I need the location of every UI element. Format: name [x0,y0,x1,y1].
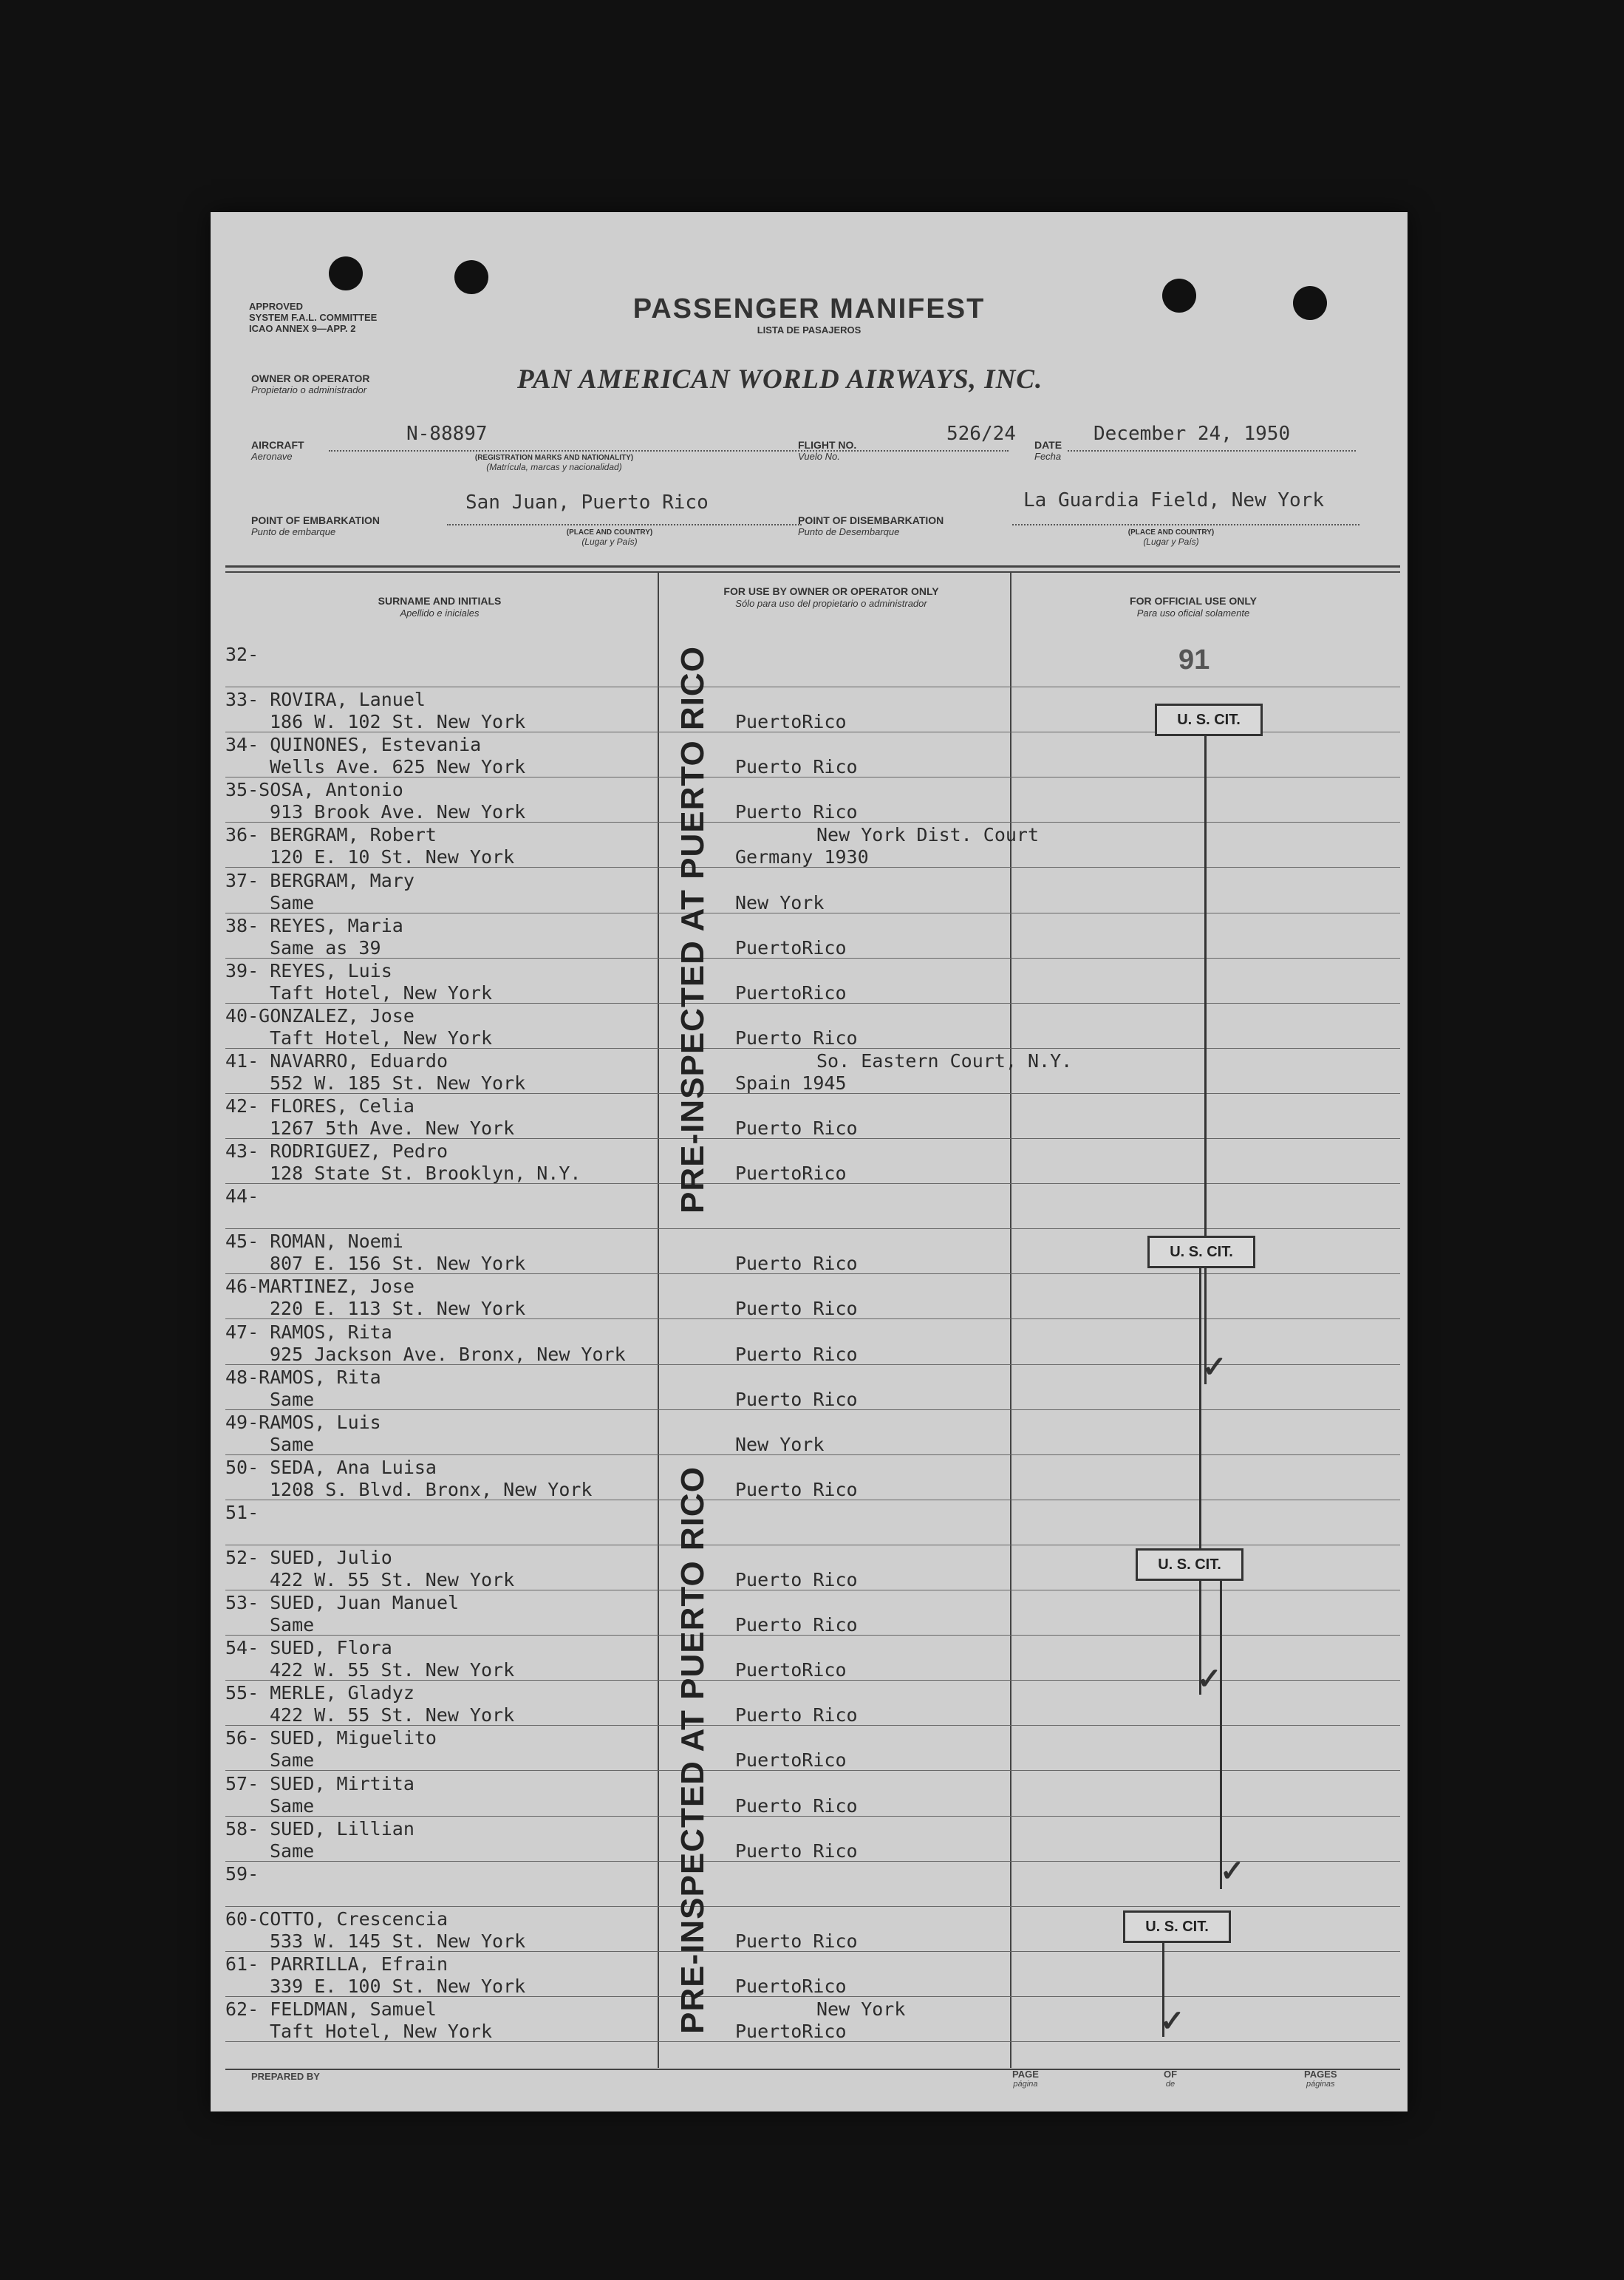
passenger-name: 42- FLORES, Celia [225,1095,414,1117]
passenger-address: 1208 S. Blvd. Bronx, New York [270,1478,593,1500]
page-label-text: PAGE [1012,2069,1039,2080]
row-rule [225,1770,1400,1771]
header-rule [225,565,1400,568]
passenger-note: So. Eastern Court, N.Y. [816,1049,1073,1072]
of-label-text: OF [1164,2069,1178,2080]
aircraft-label [251,440,304,462]
form-title-es: LISTA DE PASAJEROS [757,324,862,336]
passenger-origin: PuertoRico [735,711,847,733]
passenger-origin: PuertoRico [735,2021,847,2042]
passenger-name: 48-RAMOS, Rita [225,1366,381,1388]
embark-label-text: POINT OF EMBARKATION [251,514,380,526]
row-rule [225,958,1400,959]
passenger-address: 422 W. 55 St. New York [270,1704,515,1726]
passenger-origin: Puerto Rico [735,756,858,778]
passenger-origin: PuertoRico [735,1163,847,1185]
row-rule [225,2041,1400,2042]
passenger-origin: Puerto Rico [735,1794,858,1817]
col-official-header [1068,595,1319,619]
date-underline [1068,450,1356,452]
passenger-origin: Puerto Rico [735,1388,858,1410]
passenger-name: 34- QUINONES, Estevania [225,734,482,756]
row-rule [225,1680,1400,1681]
passenger-name: 35-SOSA, Antonio [225,779,403,801]
check-mark: ✓ [1220,1855,1245,1888]
passenger-origin: PuertoRico [735,1659,847,1681]
row-rule [225,1003,1400,1004]
manifest-sheet [211,212,1408,2111]
stamp-bracket [1199,1266,1201,1695]
flight-label [798,440,856,462]
passenger-address: Same [270,1433,315,1455]
passenger-address: Same [270,891,315,913]
passenger-name: 59- [225,1862,259,1885]
passenger-address: 913 Brook Ave. New York [270,801,526,823]
pages-label-text: PAGES [1304,2069,1337,2080]
owner-label-text: OWNER OR OPERATOR [251,372,370,384]
passenger-address: Taft Hotel, New York [270,1027,493,1049]
passenger-address: 128 State St. Brooklyn, N.Y. [270,1163,581,1185]
disembark-label-text: POINT OF DISEMBARKATION [798,514,944,526]
approval-line: SYSTEM F.A.L. COMMITTEE [249,312,378,323]
row-rule [225,1228,1400,1229]
row-rule [225,1725,1400,1726]
date-label-text: DATE [1034,439,1062,451]
passenger-address: 186 W. 102 St. New York [270,711,526,733]
check-mark: ✓ [1202,1351,1227,1384]
passenger-address: 1267 5th Ave. New York [270,1117,515,1139]
aircraft-note-es: (Matrícula, marcas y nacionalidad) [486,462,622,472]
passenger-name: 61- PARRILLA, Efrain [225,1953,448,1975]
row-rule [225,1454,1400,1455]
approval-line: APPROVED [249,301,303,312]
passenger-origin: Puerto Rico [735,1343,858,1365]
date-label-es: Fecha [1034,451,1062,462]
passenger-address: Same [270,1840,315,1862]
aircraft-label-text: AIRCRAFT [251,439,304,451]
aircraft-note [432,454,676,472]
passenger-address: Same [270,1749,315,1772]
stamp-bracket [1220,1579,1222,1889]
passenger-origin: PuertoRico [735,1749,847,1772]
passenger-origin: New York [735,891,825,913]
passenger-name: 44- [225,1185,259,1208]
us-citizen-stamp: U. S. CIT. [1136,1548,1243,1581]
passenger-address: Taft Hotel, New York [270,2021,493,2042]
passenger-name: 54- SUED, Flora [225,1637,392,1659]
passenger-name: 55- MERLE, Gladyz [225,1682,414,1704]
passenger-address: 339 E. 100 St. New York [270,1975,526,1997]
embark-underline [447,524,802,525]
row-rule [225,822,1400,823]
row-rule [225,1996,1400,1997]
passenger-origin: Puerto Rico [735,801,858,823]
place-note-en: (PLACE AND COUNTRY) [566,528,653,537]
aircraft-note-en: (REGISTRATION MARKS AND NATIONALITY) [474,454,634,462]
passenger-address: 120 E. 10 St. New York [270,846,515,868]
passenger-address: Same as 39 [270,936,381,959]
punch-hole [454,260,488,294]
disembark-label [798,515,944,537]
col-surname-header [255,595,624,619]
row-rule [225,1138,1400,1139]
passenger-address: 220 E. 113 St. New York [270,1298,526,1320]
passenger-name: 57- SUED, Mirtita [225,1772,414,1794]
passenger-origin: Germany 1930 [735,846,869,868]
check-mark: ✓ [1197,1663,1222,1695]
passenger-origin: Spain 1945 [735,1072,847,1094]
row-rule [225,1183,1400,1184]
passenger-note: New York Dist. Court [816,824,1040,846]
aircraft-label-es: Aeronave [251,451,293,462]
page-label-es: página [1013,2080,1038,2089]
passenger-origin: Puerto Rico [735,1027,858,1049]
column-divider [658,571,659,2068]
page-number: 91 [1178,644,1210,676]
passenger-address: 422 W. 55 St. New York [270,1659,515,1681]
passenger-name: 60-COTTO, Crescencia [225,1908,448,1930]
passenger-name: 62- FELDMAN, Samuel [225,1998,437,2020]
passenger-name: 39- REYES, Luis [225,959,392,981]
date-value: December 24, 1950 [1094,423,1291,445]
row-rule [225,1635,1400,1636]
row-rule [225,1048,1400,1049]
passenger-address: Wells Ave. 625 New York [270,756,526,778]
row-rule [225,1816,1400,1817]
passenger-name: 46-MARTINEZ, Jose [225,1276,414,1298]
passenger-origin: Puerto Rico [735,1478,858,1500]
passenger-address: Same [270,1388,315,1410]
owner-label [251,373,370,395]
disembark-label-es: Punto de Desembarque [798,526,900,537]
passenger-note: New York [816,1998,906,2020]
passenger-name: 36- BERGRAM, Robert [225,824,437,846]
passenger-name: 43- RODRIGUEZ, Pedro [225,1140,448,1163]
passenger-origin: PuertoRico [735,1975,847,1997]
col-official-title: FOR OFFICIAL USE ONLY [1130,595,1257,607]
approval-line: ICAO ANNEX 9—APP. 2 [249,323,356,334]
flight-label-es: Vuelo No. [798,451,840,462]
passenger-address: Same [270,1794,315,1817]
page-label [1012,2069,1039,2089]
aircraft-value: N-88897 [406,423,488,445]
passenger-origin: Puerto Rico [735,1298,858,1320]
place-note-es: (Lugar y País) [581,537,638,547]
embark-place-note [536,528,683,546]
us-citizen-stamp: U. S. CIT. [1155,704,1263,736]
row-rule [225,1318,1400,1319]
passenger-origin: New York [735,1433,825,1455]
row-rule [225,1273,1400,1274]
col-operator-header [720,585,942,610]
passenger-name: 47- RAMOS, Rita [225,1321,392,1343]
preinspection-stamp: PRE-INSPECTED AT PUERTO RICO [675,646,711,1214]
passenger-name: 38- REYES, Maria [225,914,403,936]
preinspection-stamp: PRE-INSPECTED AT PUERTO RICO [675,1466,711,2034]
footer-rule [225,2069,1400,2070]
passenger-address: 925 Jackson Ave. Bronx, New York [270,1343,626,1365]
passenger-origin: Puerto Rico [735,1614,858,1636]
passenger-origin: Puerto Rico [735,1569,858,1590]
passenger-name: 52- SUED, Julio [225,1547,392,1568]
prepared-by-label: PREPARED BY [251,2071,320,2082]
aircraft-underline [329,450,1009,452]
of-label-es: de [1165,2080,1176,2089]
form-title: PASSENGER MANIFEST [632,293,986,324]
date-label [1034,440,1062,462]
embark-label [251,515,380,537]
place-note-en: (PLACE AND COUNTRY) [1127,528,1215,537]
disembark-underline [1012,524,1359,525]
passenger-address: 422 W. 55 St. New York [270,1569,515,1590]
passenger-name: 40-GONZALEZ, Jose [225,1004,414,1027]
passenger-name: 41- NAVARRO, Eduardo [225,1049,448,1072]
passenger-name: 45- ROMAN, Noemi [225,1231,403,1253]
passenger-name: 32- [225,644,259,665]
passenger-address: 533 W. 145 St. New York [270,1930,526,1952]
owner-label-es: Propietario o administrador [251,384,367,395]
passenger-address: Same [270,1614,315,1636]
col-surname-title: SURNAME AND INITIALS [378,595,502,607]
passenger-name: 51- [225,1501,259,1523]
punch-hole [329,256,363,290]
passenger-name: 53- SUED, Juan Manuel [225,1592,460,1614]
passenger-origin: Puerto Rico [735,1117,858,1139]
airline-name: PAN AMERICAN WORLD AIRWAYS, INC. [517,364,1043,395]
embark-value: San Juan, Puerto Rico [465,491,709,514]
row-rule [225,1906,1400,1907]
row-rule [225,1093,1400,1094]
passenger-address: Taft Hotel, New York [270,981,493,1004]
row-rule [225,1409,1400,1410]
row-rule [225,867,1400,868]
us-citizen-stamp: U. S. CIT. [1123,1910,1231,1943]
passenger-origin: PuertoRico [735,981,847,1004]
passenger-name: 49-RAMOS, Luis [225,1411,381,1433]
passenger-name: 50- SEDA, Ana Luisa [225,1456,437,1478]
passenger-address: 552 W. 185 St. New York [270,1072,526,1094]
passenger-origin: Puerto Rico [735,1840,858,1862]
of-label [1164,2069,1177,2089]
passenger-address: 807 E. 156 St. New York [270,1253,526,1275]
embark-label-es: Punto de embarque [251,526,336,537]
flight-value: 526/24 [946,423,1016,445]
disembark-place-note [1097,528,1245,546]
col-operator-title: FOR USE BY OWNER OR OPERATOR ONLY [723,585,939,597]
passenger-name: 37- BERGRAM, Mary [225,869,414,891]
disembark-value: La Guardia Field, New York [1023,489,1324,511]
pages-label [1304,2069,1337,2089]
passenger-name: 33- ROVIRA, Lanuel [225,689,426,711]
col-surname-title-es: Apellido e iniciales [400,608,480,619]
col-operator-title-es: Sólo para uso del propietario o administrador [735,598,927,609]
column-divider [1010,571,1011,2068]
passenger-origin: Puerto Rico [735,1253,858,1275]
col-official-title-es: Para uso oficial solamente [1136,608,1250,619]
check-mark: ✓ [1160,2005,1185,2038]
passenger-origin: PuertoRico [735,936,847,959]
passenger-origin: Puerto Rico [735,1930,858,1952]
flight-label-text: FLIGHT NO. [798,439,857,451]
stamp-bracket [1204,734,1207,1384]
us-citizen-stamp: U. S. CIT. [1147,1236,1255,1268]
pages-label-es: páginas [1306,2080,1335,2089]
place-note-es: (Lugar y País) [1143,537,1199,547]
row-rule [225,1951,1400,1952]
passenger-origin: Puerto Rico [735,1704,858,1726]
passenger-name: 56- SUED, Miguelito [225,1727,437,1749]
header-rule [225,571,1400,573]
passenger-name: 58- SUED, Lillian [225,1817,414,1840]
